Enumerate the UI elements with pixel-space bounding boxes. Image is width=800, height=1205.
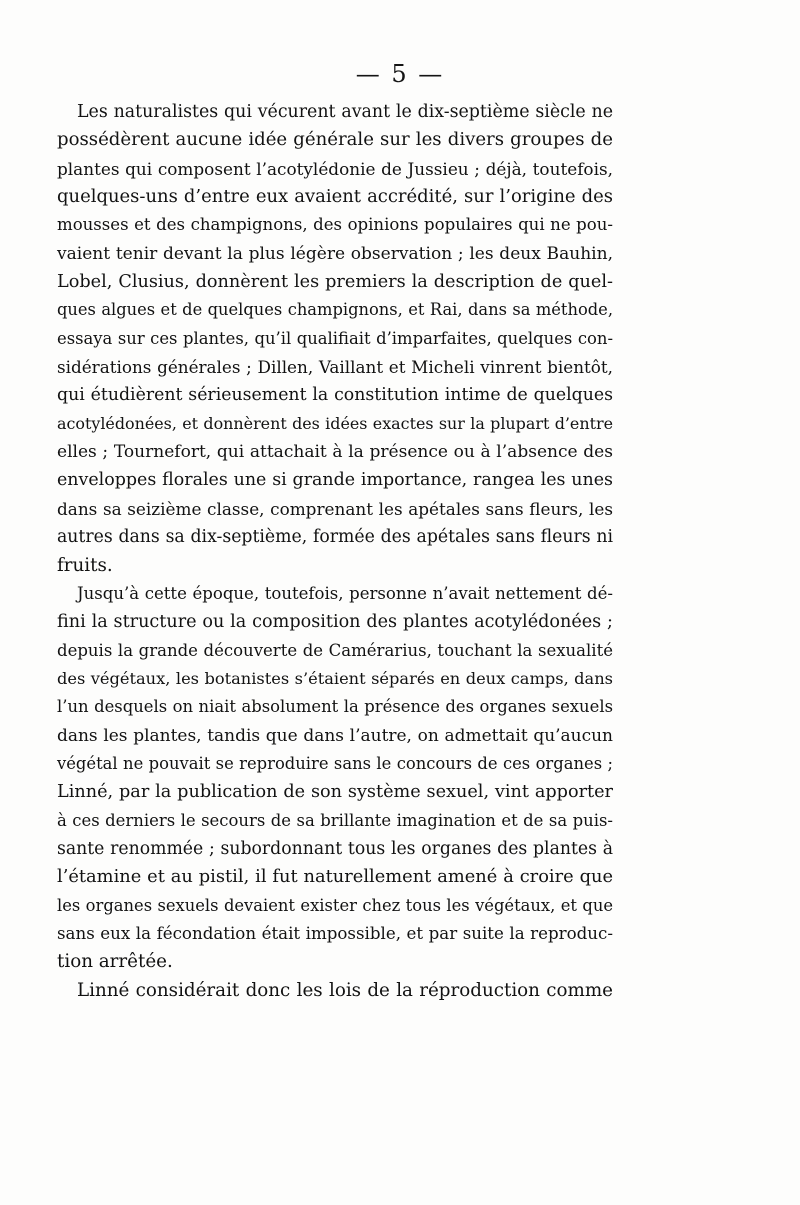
paragraph-2-line: à ces derniers le secours de sa brillante imagination et de sa puis- [57,810,613,830]
paragraph-1-line: autres dans sa dix-septième, formée des apétales sans fleurs ni [57,527,613,548]
paragraph-1-line: mousses et des champignons, des opinions populaires qui ne pou- [57,215,613,235]
paragraph-2-line: depuis la grande découverte de Camérarius, touchant la sexualité [57,640,613,660]
page-number: — 5 — [355,60,445,88]
paragraph-1-line: dans sa seizième classe, comprenant les apétales sans fleurs, les [57,498,613,519]
paragraph-2-line: Jusqu’à cette époque, toutefois, personne n’avait nettement dé- [77,583,613,603]
paragraph-1-line: essaya sur ces plantes, qu’il qualifiait d’imparfaites, quelques con- [57,328,613,348]
paragraph-2-line: dans les plantes, tandis que dans l’autre, on admettait qu’aucun [57,725,613,746]
paragraph-2-line: Linné, par la publication de son système sexuel, vint apporter [57,782,613,803]
paragraph-2-line: des végétaux, les botanistes s’étaient séparés en deux camps, dans [57,668,613,688]
paragraph-2-line: fini la structure ou la composition des plantes acotylédonées ; [57,612,613,633]
paragraph-1-line: sidérations générales ; Dillen, Vaillant et Micheli vinrent bientôt, [57,357,613,378]
paragraph-1-line: fruits. [57,554,113,576]
paragraph-1-line: ques algues et de quelques champignons, et Rai, dans sa méthode, [57,300,613,320]
paragraph-2-line: les organes sexuels devaient exister chez tous les végétaux, et que [57,895,613,915]
paragraph-1-line: enveloppes florales une si grande importance, rangea les unes [57,470,613,491]
paragraph-2-line: sante renommée ; subordonnant tous les organes des plantes à [57,838,613,859]
paragraph-3-line: Linné considérait donc les lois de la réproduction comme [77,979,613,1001]
paragraph-2-line: sans eux la fécondation était impossible, et par suite la reproduc- [57,923,613,943]
paragraph-1-line: elles ; Tournefort, qui attachait à la présence ou à l’absence des [57,442,613,463]
paragraph-2-line: tion arrêtée. [57,951,173,973]
paragraph-1-line: Lobel, Clusius, donnèrent les premiers la description de quel- [57,272,613,293]
body-text [57,98,613,1005]
paragraph-2-line: l’un desquels on niait absolument la présence des organes sexuels [57,697,613,717]
paragraph-1-line: plantes qui composent l’acotylédonie de Jussieu ; déjà, toutefois, [57,158,613,179]
paragraph-2-line: l’étamine et au pistil, il fut naturellement amené à croire que [57,866,613,888]
paragraph-1-line: vaient tenir devant la plus légère observation ; les deux Bauhin, [57,243,613,264]
paragraph-1-line: acotylédonées, et donnèrent des idées exactes sur la plupart d’entre [57,413,613,433]
paragraph-1-line: quelques-uns d’entre eux avaient accrédité, sur l’origine des [57,186,613,208]
paragraph-1-line: possédèrent aucune idée générale sur les divers groupes de [57,129,613,151]
paragraph-1-line: Les naturalistes qui vécurent avant le dix-septième siècle ne [77,102,613,122]
paragraph-1-line: qui étudièrent sérieusement la constitution intime de quelques [57,385,613,406]
paragraph-2-line: végétal ne pouvait se reproduire sans le concours de ces organes ; [57,753,613,773]
